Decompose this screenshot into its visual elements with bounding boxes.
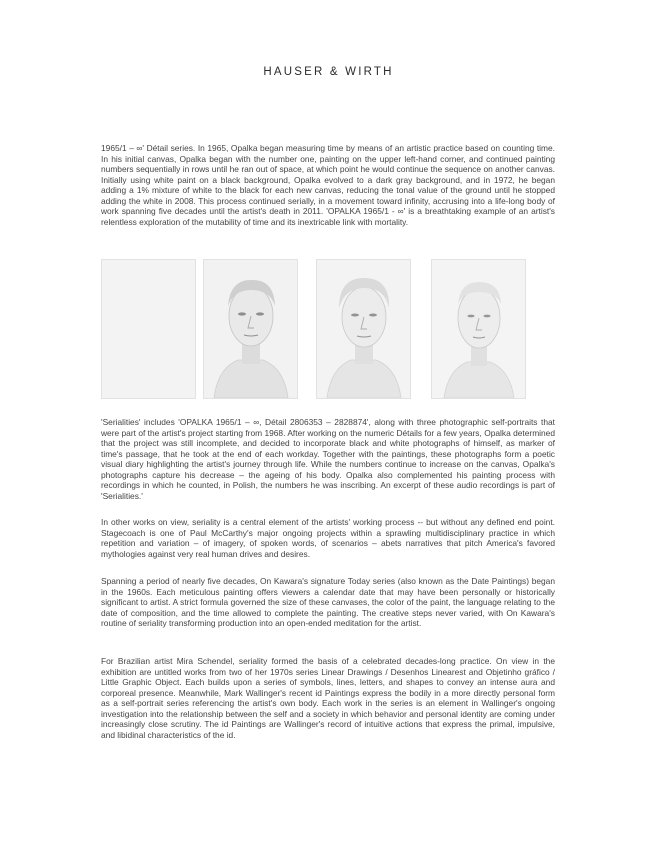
masthead-logo: HAUSER & WIRTH [263,66,394,78]
self-portrait-photo [316,259,411,399]
portrait-face-icon [204,260,297,398]
portrait-face-icon [317,260,410,398]
painting-detail-image [101,259,196,399]
paragraph-schendel-wallinger: For Brazilian artist Mira Schendel, seriality formed the basis of a celebrated decades-long practice. On view in the exhibition are untitled works from two of her 1970s series Linear Drawings / Desenhos Linearest and Objetinho gráfico / Little Graphic Object. Each builds upon a series of symbols, lines, letters, and shapes to convey an intense aura and corporeal presence. Meanwhile, Mark Wallinger's recent id Paintings express the bodily in a more directly personal form as a self-portrait series referencing the artist's own body. Each work in the series is an element in Wallinger's ongoing investigation into the relationship between the self and a society in which behavior and personal identity are coming under increasingly close scrutiny. The id Paintings are Wallinger's record of intuitive actions that express the primal, impulsive, and libidinal characteristics of the id. [101,656,555,740]
portrait-face-icon [432,260,525,398]
photo-row [101,259,555,399]
paragraph-kawara: Spanning a period of nearly five decades, On Kawara's signature Today series (also known as the Date Paintings) began in the 1960s. Each meticulous painting offers viewers a calendar date that may have been personally or historically significant to artist. A strict formula governed the size of these canvases, the color of the paint, the language relating to the date of composition, and the time allowed to complete the painting. The creative steps never varied, with On Kawara's routine of seriality transforming production into an open-ended meditation for the artist. [101,576,555,629]
paragraph-mccarthy: In other works on view, seriality is a central element of the artists' working process -- but without any defined end point. Stagecoach is one of Paul McCarthy's major ongoing projects within a sprawling multidisciplinary practice in which repetition and variation – of imagery, of spoken words, of scenarios – abets narratives that pitch America's favored mythologies against very real human drives and desires. [101,517,555,559]
self-portrait-photo [203,259,298,399]
self-portrait-photo [431,259,526,399]
paragraph-serialities: 'Serialities' includes 'OPALKA 1965/1 – ∞, Détail 2806353 – 2828874', along with three photographic self-portraits that were part of the artist's project starting from 1968. After working on the numeric Détails for a few years, Opalka determined that the project was still incomplete, and decided to incorporate black and white photographs of himself, as marker of time's passage, that he took at the end of each workday. Together with the paintings, these photographs form a poetic visual diary highlighting the artist's journey through life. While the numbers continue to increase on the canvas, Opalka's photographs capture his decrease – the ageing of his body. Opalka also complemented his painting process with recordings in which he counted, in Polish, the numbers he was inscribing. An excerpt of these audio recordings is part of 'Serialities.' [101,417,555,501]
paragraph-opalka-detail: 1965/1 – ∞' Détail series. In 1965, Opalka began measuring time by means of an artistic practice based on counting time. In his initial canvas, Opalka began with the number one, painting on the upper left-hand corner, and continued painting numbers sequentially in rows until he ran out of space, at which point he would continue the sequence on another canvas. Initially using white paint on a black background, Opalka evolved to a dark gray background, and in 1972, he began adding a 1% mixture of white to the black for each new canvas, reducing the tonal value of the ground until he stopped adding the white in 2008. This process continued serially, in a movement toward infinity, accrusing into a life-long body of work spanning five decades until the artist's death in 2011. 'OPALKA 1965/1 - ∞' is a breathtaking example of an artist's relentless exploration of the mutability of time and its inextricable link with mortality. [101,143,555,227]
